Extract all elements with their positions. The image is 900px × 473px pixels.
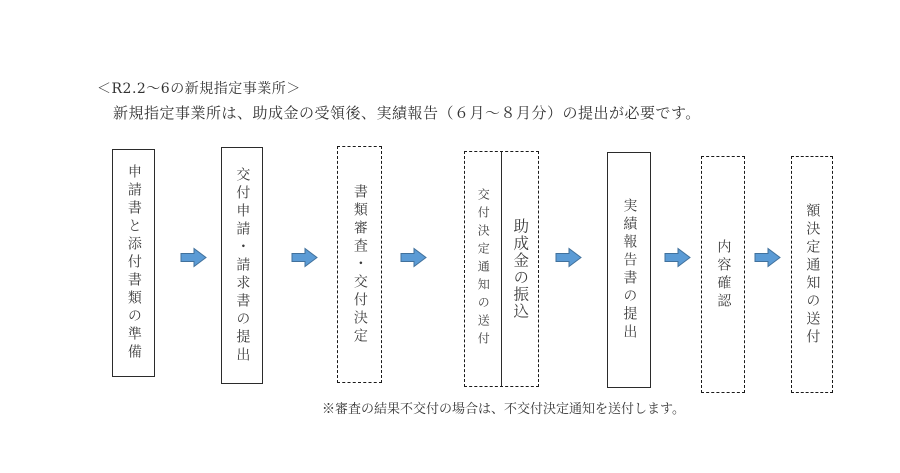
flow-step-right-column [502,152,538,386]
flow-step-decision-notice-and-payment [464,151,539,387]
flow-step-document-review-grant-decision [337,146,382,383]
flow-step-label: 額決定通知の送付 [804,202,821,347]
section-description: 新規指定事業所は、助成金の受領後、実績報告（６月～８月分）の提出が必要です。 [113,104,701,122]
flow-step-performance-report-submission [607,152,651,388]
arrow-shape [292,249,317,267]
footnote: ※審査の結果不交付の場合は、不交付決定通知を送付します。 [322,402,685,417]
flow-arrow-icon [754,247,781,268]
flow-step-label: 申請書と添付書類の準備 [125,164,142,362]
arrow-shape [401,249,426,267]
arrow-shape [556,249,581,267]
flow-arrow-icon [400,247,427,268]
section-title: ＜R2.2～6の新規指定事業所＞ [97,81,301,97]
flow-step-content-check [701,156,745,393]
flow-arrow-icon [664,247,691,268]
arrow-shape [755,249,780,267]
flow-arrow-icon [291,247,318,268]
flow-step-label: 書類審査・交付決定 [351,183,368,346]
flow-step-grant-application-submission [221,147,263,384]
flow-step-application-preparation [112,149,155,377]
arrow-shape [665,249,690,267]
flow-step-label: 内容確認 [715,238,732,311]
flow-step-label: 交付申請・請求書の提出 [234,166,251,365]
flow-arrow-icon [180,247,207,268]
flow-step-label: 助成金の振込 [511,218,530,320]
flow-step-left-column [465,152,501,386]
flow-arrow-icon [555,247,582,268]
flow-step-amount-decision-notice [791,156,833,393]
flow-step-label: 交付決定通知の送付 [476,188,491,350]
arrow-shape [181,249,206,267]
flow-step-label: 実績報告書の提出 [621,198,638,342]
